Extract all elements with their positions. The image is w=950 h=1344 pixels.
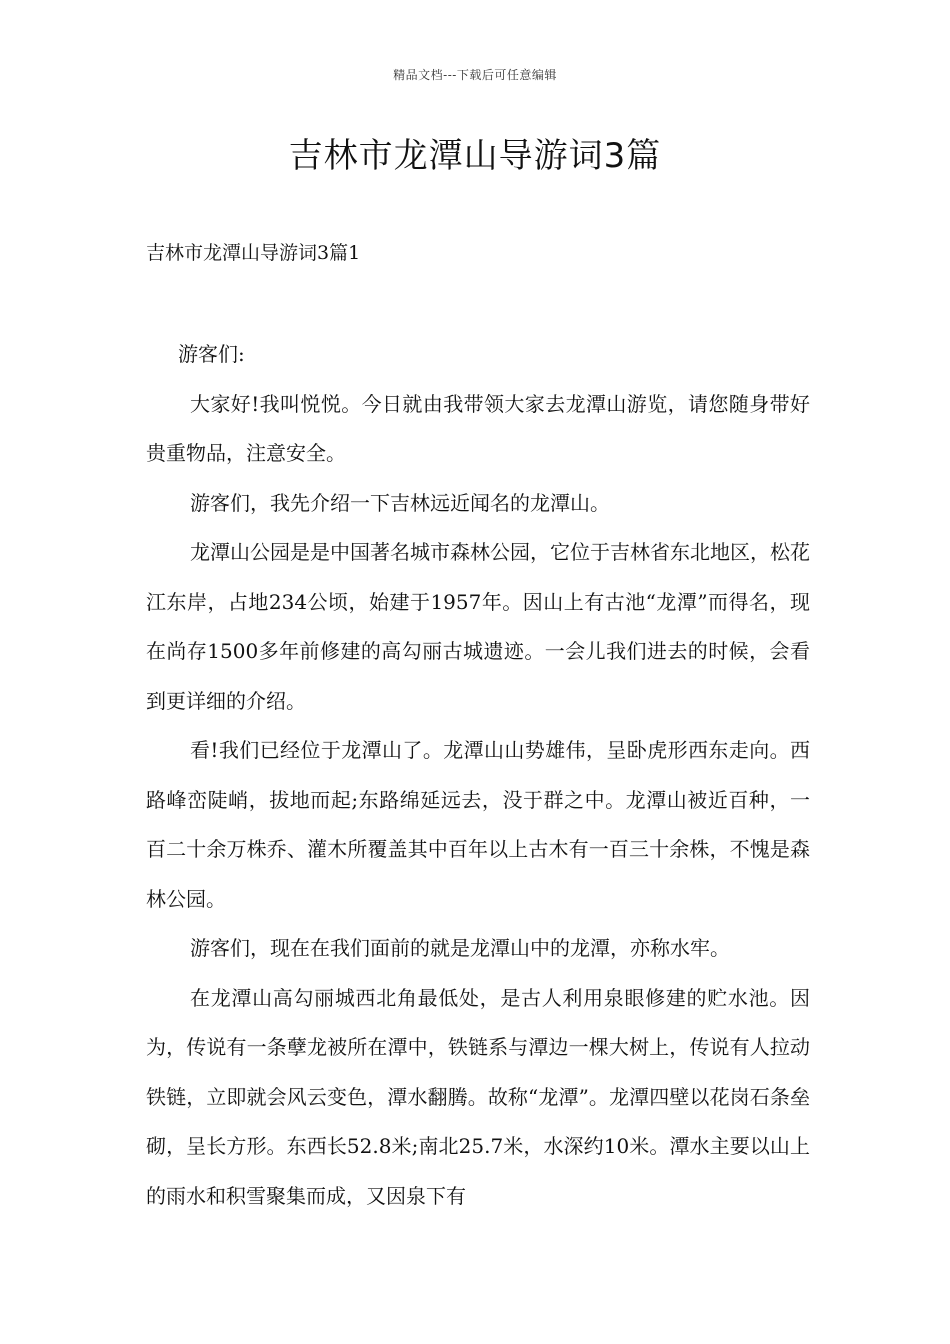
paragraph: 看!我们已经位于龙潭山了。龙潭山山势雄伟，呈卧虎形西东走向。西路峰峦陡峭，拔地而起;东路绵延远去，没于群之中。龙潭山被近百种，一百二十余万株乔、灌木所覆盖其中百年以上古木有一百三十余株，不愧是森林公园。 <box>146 738 810 911</box>
header-note: 精品文档---下载后可任意编辑 <box>393 68 557 82</box>
paragraph: 大家好!我叫悦悦。今日就由我带领大家去龙潭山游览，请您随身带好贵重物品，注意安全。 <box>146 391 810 465</box>
greeting: 游客们: <box>178 342 245 366</box>
section-heading: 吉林市龙潭山导游词3篇1 <box>146 242 361 264</box>
paragraph: 游客们，现在在我们面前的就是龙潭山中的龙潭，亦称水牢。 <box>190 936 730 960</box>
paragraph: 在龙潭山高勾丽城西北角最低处，是古人利用泉眼修建的贮水池。因为，传说有一条孽龙被所在潭中，铁链系与潭边一棵大树上，传说有人拉动铁链，立即就会风云变色，潭水翻腾。故称“龙潭”。龙潭四壁以花岗石条垒砌，呈长方形。东西长52.8米;南北25.7米，水深约10米。潭水主要以山上的雨水和积雪聚集而成，又因泉下有 <box>146 985 810 1208</box>
paragraph: 游客们，我先介绍一下吉林远近闻名的龙潭山。 <box>190 490 610 515</box>
document-title: 吉林市龙潭山导游词3篇 <box>288 136 662 176</box>
document-body <box>146 330 810 1221</box>
paragraph: 龙潭山公园是是中国著名城市森林公园，它位于吉林省东北地区，松花江东岸，占地234公顷，始建于1957年。因山上有古池“龙潭”而得名，现在尚存1500多年前修建的高勾丽古城遗迹。一会儿我们进去的时候，会看到更详细的介绍。 <box>146 540 810 713</box>
